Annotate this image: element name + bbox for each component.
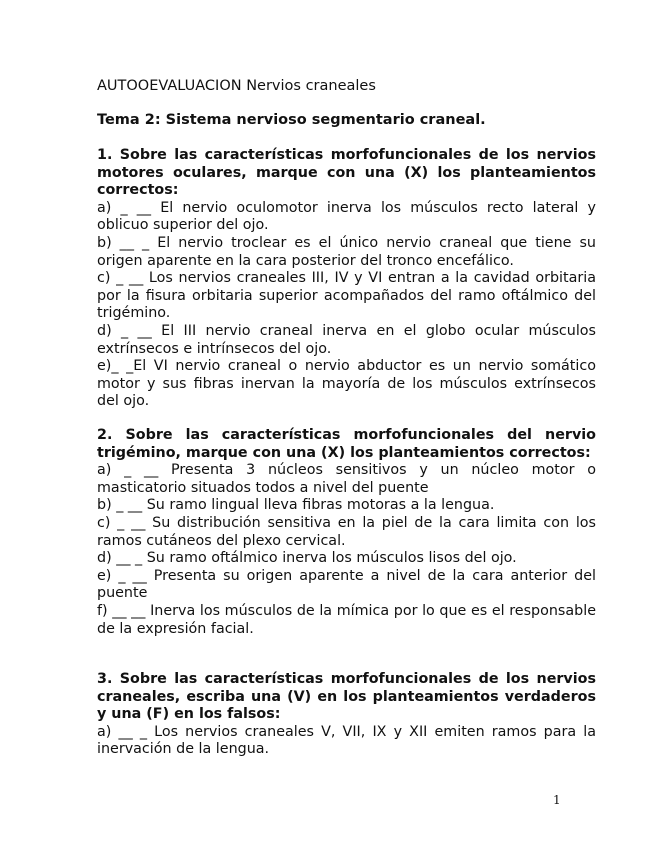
question-item: a) _ __ Presenta 3 núcleos sensitivos y un núcleo motor o masticatorio situados todos a nivel del puente xyxy=(97,462,596,496)
page-number: 1 xyxy=(553,793,561,807)
question-item: d) _ __ El III nervio craneal inerva en el globo ocular músculos extrínsecos e intrínsecos del ojo. xyxy=(97,322,596,357)
question-item: b) _ __ Su ramo lingual lleva fibras motoras a la lengua. xyxy=(97,497,495,514)
question-2 xyxy=(97,427,596,638)
question-item: a) _ __ El nervio oculomotor inerva los músculos recto lateral y oblicuo superior del ojo. xyxy=(97,199,596,234)
question-item: d) __ _ Su ramo oftálmico inerva los músculos lisos del ojo. xyxy=(97,550,517,567)
question-3 xyxy=(97,671,596,759)
question-item: f) __ __ Inerva los músculos de la mímica por lo que es el responsable de la expresión facial. xyxy=(97,602,596,637)
question-item: c) _ __ Su distribución sensitiva en la piel de la cara limita con los ramos cutáneos del plexo cervical. xyxy=(97,514,596,549)
question-item: e)_ _El VI nervio craneal o nervio abductor es un nervio somático motor y sus fibras inervan la mayoría de los músculos extrínsecos del ojo. xyxy=(97,358,596,410)
question-stem: 3. Sobre las características morfofuncionales de los nervios craneales, escriba una (V) en los planteamientos verdaderos y una (F) en los falsos: xyxy=(97,671,596,723)
question-item: c) _ __ Los nervios craneales III, IV y VI entran a la cavidad orbitaria por la fisura orbitaria superior acompañados del ramo oftálmico del trigémino. xyxy=(97,270,596,322)
question-1 xyxy=(97,147,596,411)
question-stem: 2. Sobre las características morfofuncionales del nervio trigémino, marque con una (X) los planteamientos correctos: xyxy=(97,427,596,461)
question-item: b) __ _ El nervio troclear es el único nervio craneal que tiene su origen aparente en la cara posterior del tronco encefálico. xyxy=(97,234,596,269)
question-item: a) __ _ Los nervios craneales V, VII, IX y XII emiten ramos para la inervación de la lengua. xyxy=(97,723,596,758)
document-title: AUTOOEVALUACION Nervios craneales xyxy=(97,78,376,94)
question-item: e) _ __ Presenta su origen aparente a nivel de la cara anterior del puente xyxy=(97,567,596,602)
topic-heading: Tema 2: Sistema nervioso segmentario craneal. xyxy=(97,112,486,128)
question-stem: 1. Sobre las características morfofuncionales de los nervios motores oculares, marque con una (X) los planteamientos correctos: xyxy=(97,147,596,199)
